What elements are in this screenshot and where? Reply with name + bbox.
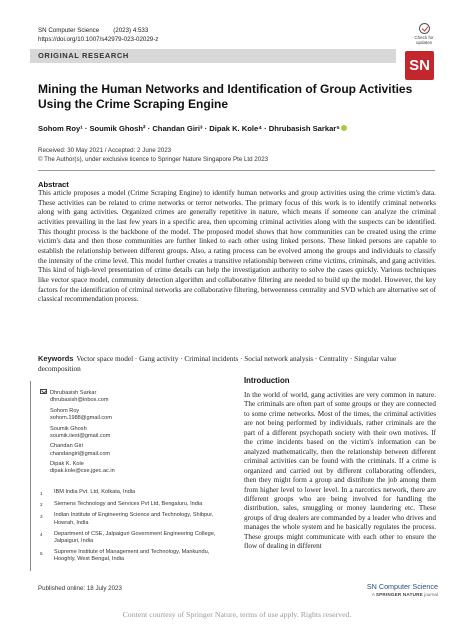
affiliation-item [40,512,230,526]
affiliation-number: 2 [40,502,43,508]
contact-entry [40,443,115,458]
abstract-heading: Abstract [38,180,69,189]
footer-journal-name: SN Computer Science [366,582,438,591]
contact-list [40,389,115,479]
introduction-text: In the world of world, gang activities are very common in nature. The criminals are often part of some groups or they are connected to some crime networks. Most of the times, the criminal activities are not being performed by individuals, rather criminals are the part of a different psychopath society with their own motives. If the crime incidents based on the victim's information can be analyzed mathematically, then the relationship between different criminal activities can be found with the criminals. If a crime is organized and carried out by different collaborating offenders, then they might form a group and distribute the job among them from higher level to lower level. In a narcotics network, there are different groups who are being involved for handling the distribution, sales, smuggling or money laundering etc. These groups of drug dealers are commanded by a leader who drives and manages the whole system and he basically regulates the process. These groups might communicate with each other to ensure the flow of dealing in different [244,391,436,551]
author-info-column [30,381,232,606]
contact-entry [40,426,115,441]
check-for-updates-badge[interactable] [410,23,438,45]
publisher-name: SPRINGER NATURE [375,592,423,597]
affiliation-text: Department of CSE, Jalpaiguri Government Engineering College, Jalpaiguri, India [54,530,216,545]
contact-name: Dhrubasish Sarkar [50,390,97,396]
affiliation-list [40,489,230,568]
divider [30,381,31,571]
contact-email[interactable]: soumik.iiest@gmail.com [50,432,111,439]
contact-name: Sohom Roy [50,407,80,414]
copyright-notice: © The Author(s), under exclusive licence to Springer Nature Singapore Pte Ltd 2023 [38,155,269,163]
affiliation-number: 3 [40,513,43,519]
courtesy-notice: Content courtesy of Springer Nature, terms of use apply. Rights reserved. [122,610,352,619]
publisher-mark [344,592,438,597]
affiliation-item [40,549,230,563]
author-list [38,124,347,133]
received-accepted-dates: Received: 30 May 2021 / Accepted: 2 June 2023 [38,147,172,154]
keywords [38,354,436,374]
contact-email[interactable]: chandangiri@gmail.com [50,450,111,457]
affiliation-text: Supreme Institute of Management and Technology, Mankundu, Hooghly, West Bengal, India [54,549,210,563]
keywords-text: Vector space model · Gang activity · Criminal incidents · Social network analysis · Centrality · Singular value decomposition [38,355,397,373]
envelope-icon [40,389,47,394]
contact-name: Soumik Ghosh [50,425,87,432]
check-updates-label: Check for updates [414,35,434,45]
checkmark-icon [419,23,430,34]
article-type-label: ORIGINAL RESEARCH [38,51,129,60]
journal-footer [344,582,438,597]
contact-email[interactable]: dhrubasish@inbox.com [50,397,109,404]
doi-link[interactable]: https://doi.org/10.1007/s42979-023-02029-z [38,35,159,43]
journal-name: SN Computer Science [38,27,100,34]
journal-header [38,27,158,44]
affiliation-item [40,531,230,545]
affiliation-item [40,501,230,509]
journal-volume: (2023) 4:533 [113,27,149,34]
contact-email[interactable]: sohom.1988@gmail.com [50,415,112,422]
contact-email[interactable]: dipak.kole@cse.jgec.ac.in [50,468,115,475]
contact-name: Dipak K. Kole [50,461,84,468]
contact-entry [40,461,115,476]
contact-name: Chandan Giri [50,443,83,450]
contact-entry [40,389,115,405]
affiliation-number: 4 [40,532,43,538]
affiliation-item [40,489,230,497]
sn-logo: SN [405,51,434,80]
introduction-heading: Introduction [244,376,290,385]
contact-entry [40,408,115,423]
keywords-label: Keywords [38,354,74,363]
author-names: Sohom Roy¹ · Soumik Ghosh² · Chandan Giri³ · Dipak K. Kole⁴ · Dhrubasish Sarkar⁵ [38,124,340,133]
abstract-text: This article proposes a model (Crime Scraping Engine) to identify human networks and group activities using the crime victim's data. These activities can be related to crime networks or terror networks. The primary focus of this work is to identify criminal networks along with gang activities. Organized crimes are generally repetitive in nature, which means if someone can analyze the criminal activities prevailing in the last few years in a specific area, then upcoming criminal activities along with the suspects can be identified. This thought process is the backbone of the model. The proposed model shows that how communities can be created using the crime victim's data and then those communities are further linked to each other using linked persons. These linked persons are capable to establish the relationship between different groups. Also, a rating process can be evolved among the groups and individuals to classify the intensity of the crime level. This model further creates a transitive relationship between crime victims, criminals, and gang activities. This kind of high-level presentation of crime details can help the investigation authority to solve the cases quickly. Various techniques like vector space model, community detection algorithm and collaborative filtering are needed to build up the model. However, the key factors for the identification of criminal networks are collaborative filtering, betweenness centrality and SVD which are alternative set of classical recommendation process. [38,189,436,304]
divider [38,170,435,171]
affiliation-number: 5 [40,550,43,556]
publisher-prefix: A [371,592,375,597]
affiliation-text: IBM India Pvt. Ltd, Kolkata, India [54,489,136,495]
affiliation-text: Siemens Technology and Services Pvt Ltd, Bengaluru, India [54,500,203,507]
published-date: Published online: 18 July 2023 [38,585,122,592]
publisher-suffix: journal [424,592,438,597]
article-title: Mining the Human Networks and Identification of Group Activities Using the Crime Scraping Engine [38,82,413,111]
affiliation-text: Indian Institute of Engineering Science and Technology, Shibpur, Howrah, India [54,512,214,526]
article-dates [38,147,268,164]
orcid-icon[interactable] [341,125,347,131]
affiliation-number: 1 [40,490,43,496]
article-type-banner [30,49,396,63]
